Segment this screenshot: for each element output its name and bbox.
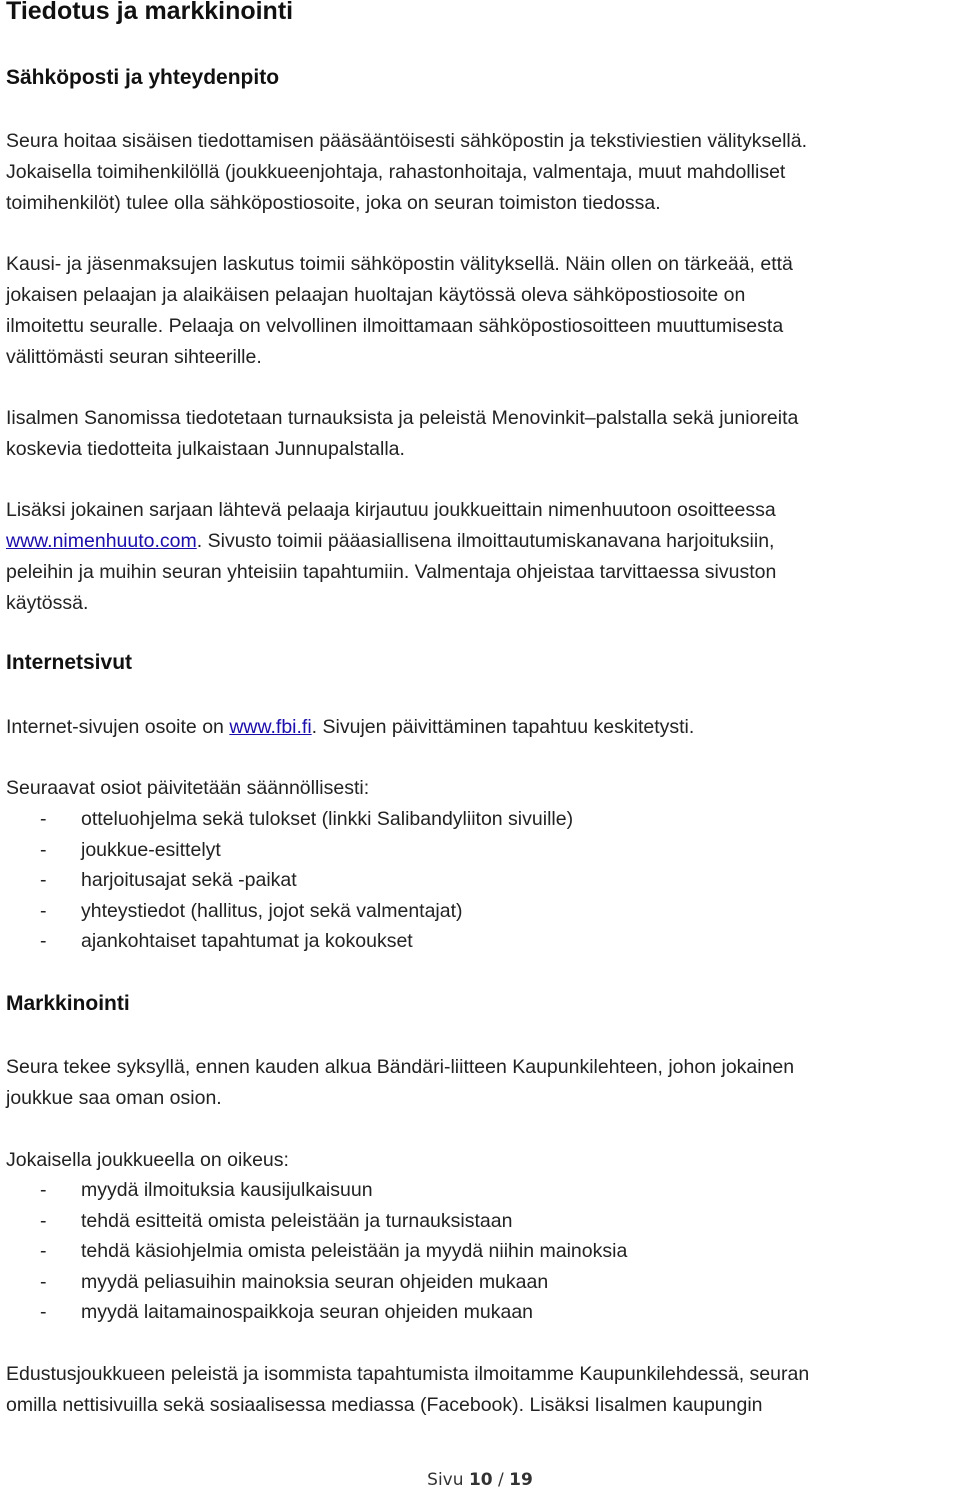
paragraph-text: Internet-sivujen osoite on bbox=[6, 716, 230, 738]
paragraph-email-2 bbox=[6, 249, 793, 373]
list-item: - myydä laitamainospaikkoja seuran ohjeiden mukaan bbox=[40, 1301, 534, 1323]
paragraph-line: Lisäksi jokainen sarjaan lähtevä pelaaja kirjautuu joukkueittain nimenhuutoon osoitteessa bbox=[6, 499, 776, 521]
paragraph-line: käytössä. bbox=[6, 592, 89, 614]
paragraph-line: peleihin ja muihin seuran yhteisiin tapahtumiin. Valmentaja ohjeistaa tarvittaessa sivuston bbox=[6, 561, 777, 583]
list-item-text: tehdä esitteitä omista peleistään ja turnauksistaan bbox=[81, 1209, 513, 1232]
total-pages: 19 bbox=[509, 1470, 533, 1490]
paragraph-email-1 bbox=[6, 126, 807, 219]
page-title: Tiedotus ja markkinointi bbox=[6, 0, 294, 25]
list-item-text: otteluohjelma sekä tulokset (linkki Salibandyliiton sivuille) bbox=[81, 808, 574, 830]
paragraph-line: joukkue saa oman osion. bbox=[6, 1087, 222, 1109]
paragraph-marketing-1 bbox=[6, 1052, 794, 1114]
paragraph-line: Seura tekee syksyllä, ennen kauden alkua Bändäri-liitteen Kaupunkilehteen, johon jokainen bbox=[6, 1056, 795, 1078]
paragraph-line bbox=[6, 712, 694, 743]
list-item-text: myydä ilmoituksia kausijulkaisuun bbox=[81, 1179, 373, 1201]
paragraph-marketing-2 bbox=[6, 1359, 809, 1421]
nimenhuuto-link[interactable]: www.nimenhuuto.com bbox=[6, 530, 197, 552]
list-item-text: myydä laitamainospaikkoja seuran ohjeiden mukaan bbox=[81, 1301, 534, 1323]
paragraph-email-4 bbox=[6, 495, 776, 619]
paragraph-line: Kausi- ja jäsenmaksujen laskutus toimii sähköpostin välityksellä. Näin ollen on tärkeää, että bbox=[6, 253, 793, 275]
paragraph-email-3 bbox=[6, 403, 798, 465]
paragraph-line: Seura hoitaa sisäisen tiedottamisen pääsääntöisesti sähköpostin ja tekstiviestien välityksellä. bbox=[6, 130, 808, 152]
list-item-text: tehdä käsiohjelmia omista peleistään ja myydä niihin mainoksia bbox=[81, 1240, 628, 1262]
paragraph-line: ilmoitettu seuralle. Pelaaja on velvollinen ilmoittamaan sähköpostiosoitteen muuttumisesta bbox=[6, 315, 784, 337]
paragraph-line: jokaisen pelaajan ja alaikäisen pelaajan huoltajan käytössä oleva sähköpostiosoite on bbox=[6, 284, 746, 306]
paragraph-line: Jokaisella toimihenkilöllä (joukkueenjohtaja, rahastonhoitaja, valmentaja, muut mahdolliset bbox=[6, 161, 786, 183]
fbi-website-link[interactable]: www.fbi.fi bbox=[229, 716, 312, 738]
internet-list-intro: Seuraavat osiot päivitetään säännöllisesti: bbox=[6, 777, 370, 799]
paragraph-text: . Sivujen päivittäminen tapahtuu keskitetysti. bbox=[311, 716, 695, 738]
paragraph-line: omilla nettisivuilla sekä sosiaalisessa mediassa (Facebook). Lisäksi Iisalmen kaupungin bbox=[6, 1394, 763, 1416]
marketing-rights-list bbox=[40, 1175, 627, 1328]
page-label: Sivu bbox=[427, 1470, 464, 1490]
list-item-text: joukkue-esittelyt bbox=[81, 838, 221, 861]
page-footer bbox=[0, 1470, 960, 1490]
list-item-text: myydä peliasuihin mainoksia seuran ohjeiden mukaan bbox=[81, 1270, 549, 1293]
list-item-text: harjoitusajat sekä -paikat bbox=[81, 869, 297, 891]
list-item: - myydä peliasuihin mainoksia seuran ohjeiden mukaan bbox=[40, 1270, 549, 1293]
page-separator: / bbox=[498, 1470, 504, 1490]
paragraph-line: välittömästi seuran sihteerille. bbox=[6, 346, 262, 368]
list-item: - harjoitusajat sekä -paikat bbox=[40, 869, 297, 891]
list-item-text: ajankohtaiset tapahtumat ja kokoukset bbox=[81, 930, 413, 952]
paragraph-line: toimihenkilöt) tulee olla sähköpostiosoite, joka on seuran toimiston tiedossa. bbox=[6, 192, 661, 214]
marketing-list-intro: Jokaisella joukkueella on oikeus: bbox=[6, 1149, 289, 1171]
paragraph-line: koskevia tiedotteita julkaistaan Junnupalstalla. bbox=[6, 438, 405, 460]
list-item: - tehdä esitteitä omista peleistään ja turnauksistaan bbox=[40, 1209, 513, 1232]
section-heading-internet: Internetsivut bbox=[6, 651, 133, 674]
paragraph-line: Edustusjoukkueen peleistä ja isommista tapahtumista ilmoitamme Kaupunkilehdessä, seuran bbox=[6, 1363, 810, 1385]
list-item: - otteluohjelma sekä tulokset (linkki Salibandyliiton sivuille) bbox=[40, 808, 574, 830]
current-page-number: 10 bbox=[468, 1470, 493, 1490]
internet-update-list bbox=[40, 804, 573, 957]
list-item: - myydä ilmoituksia kausijulkaisuun bbox=[40, 1179, 373, 1201]
paragraph-internet-1 bbox=[6, 712, 694, 743]
paragraph-line: Iisalmen Sanomissa tiedotetaan turnauksista ja peleistä Menovinkit–palstalla sekä junioreita bbox=[6, 407, 799, 429]
section-heading-email: Sähköposti ja yhteydenpito bbox=[6, 66, 280, 89]
paragraph-text: . Sivusto toimii pääasiallisena ilmoittautumiskanavana harjoituksiin, bbox=[196, 530, 775, 552]
list-item: - yhteystiedot (hallitus, jojot sekä valmentajat) bbox=[40, 899, 463, 922]
list-item: - tehdä käsiohjelmia omista peleistään ja myydä niihin mainoksia bbox=[40, 1240, 628, 1262]
list-item: - ajankohtaiset tapahtumat ja kokoukset bbox=[40, 930, 413, 952]
list-item: - joukkue-esittelyt bbox=[40, 838, 221, 861]
list-item-text: yhteystiedot (hallitus, jojot sekä valmentajat) bbox=[81, 899, 463, 922]
paragraph-line bbox=[6, 526, 776, 557]
section-heading-marketing: Markkinointi bbox=[6, 992, 130, 1015]
